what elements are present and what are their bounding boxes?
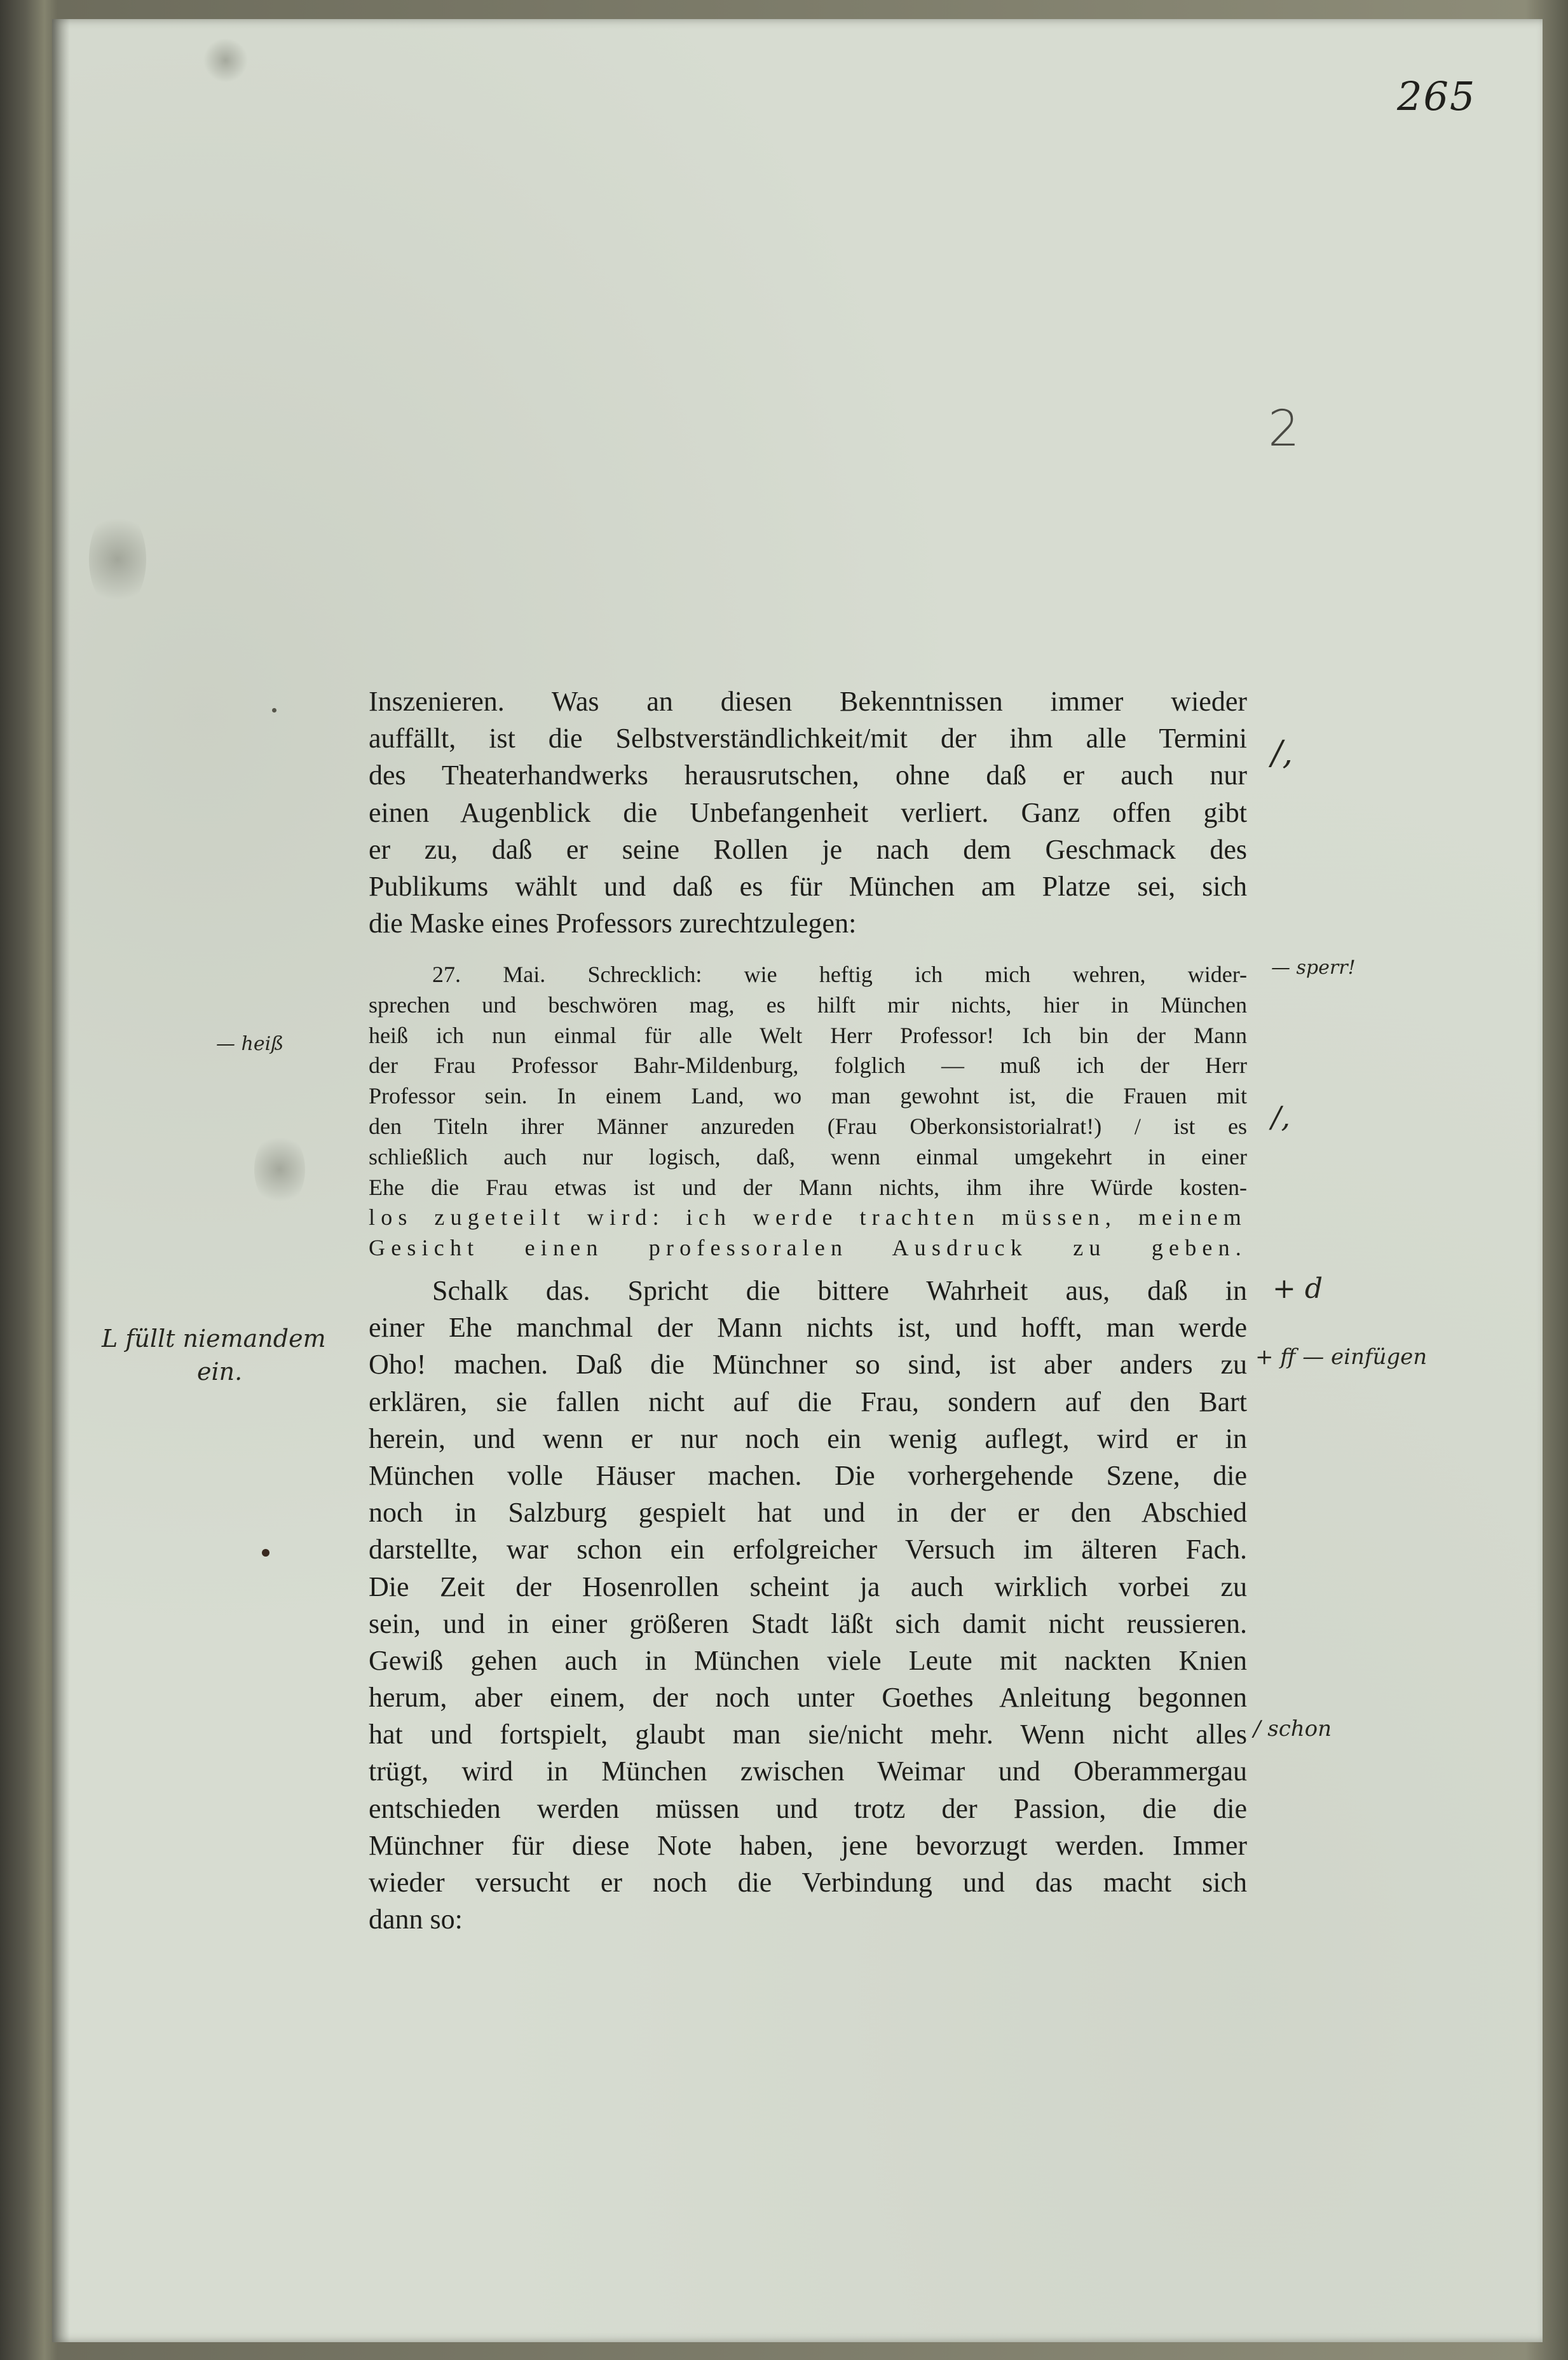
page-binding-shadow: [52, 19, 70, 2342]
quote-line: den Titeln ihrer Männer anzureden (Frau Oberkonsistorialrat!) / ist es: [369, 1113, 1247, 1139]
text-line: dann so:: [369, 1904, 463, 1935]
margin-correction-right: /,: [1271, 734, 1293, 772]
quote-line: 27. Mai. Schrecklich: wie heftig ich mich wehren, wider-: [432, 962, 1247, 987]
paper-stain: [203, 38, 248, 83]
text-line: trügt, wird in München zwischen Weimar und Oberammergau: [369, 1756, 1247, 1787]
text-line: noch in Salzburg gespielt hat und in der er den Abschied: [369, 1497, 1247, 1529]
page-number-handwritten: 265: [1397, 73, 1476, 119]
text-line: Die Zeit der Hosenrollen scheint ja auch wirklich vorbei zu: [369, 1571, 1247, 1602]
paragraph-2: [369, 1272, 1247, 1938]
margin-correction-right: / schon: [1253, 1716, 1332, 1742]
text-line: darstellte, war schon ein erfolgreicher Versuch im älteren Fach.: [369, 1534, 1247, 1565]
quote-line: schließlich auch nur logisch, daß, wenn einmal umgekehrt in einer: [369, 1143, 1247, 1170]
margin-correction-right: + ff — einfügen: [1255, 1344, 1428, 1370]
text-line: des Theaterhandwerks herausrutschen, ohne daß er auch nur: [369, 760, 1247, 791]
diary-quotation: [369, 960, 1247, 1264]
paper-stain: [89, 508, 146, 610]
quote-line-spaced: los zugeteilt wird: ich werde trachten müssen, meinem: [369, 1204, 1247, 1231]
text-line: München volle Häuser machen. Die vorhergehende Szene, die: [369, 1459, 1247, 1491]
text-line: sein, und in einer größeren Stadt läßt sich damit nicht reussieren.: [369, 1607, 1247, 1639]
text-line: einen Augenblick die Unbefangenheit verliert. Ganz offen gibt: [369, 796, 1247, 828]
text-line: Münchner für diese Note haben, jene bevorzugt werden. Immer: [369, 1829, 1247, 1861]
text-line: einer Ehe manchmal der Mann nichts ist, und hofft, man werde: [369, 1312, 1247, 1344]
quote-line: der Frau Professor Bahr-Mildenburg, folglich — muß ich der Herr: [369, 1053, 1247, 1079]
text-line: wieder versucht er noch die Verbindung und das macht sich: [369, 1867, 1247, 1898]
paragraph-1: [369, 683, 1247, 942]
margin-correction-right: /,: [1271, 1100, 1291, 1134]
text-line: die Maske eines Professors zurechtzulegen:: [369, 908, 857, 939]
text-line: entschieden werden müssen und trotz der Passion, die die: [369, 1792, 1247, 1824]
text-line: Gewiß gehen auch in München viele Leute mit nackten Knien: [369, 1644, 1247, 1676]
margin-correction-left: — heiß: [216, 1033, 284, 1055]
text-line: herein, und wenn er nur noch ein wenig auflegt, wird er in: [369, 1422, 1247, 1454]
text-line: Oho! machen. Daß die Münchner so sind, ist aber anders zu: [369, 1349, 1247, 1381]
text-line: auffällt, ist die Selbstverständlichkeit/mit der ihm alle Termini: [369, 723, 1247, 754]
quote-line: Professor sein. In einem Land, wo man gewohnt ist, die Frauen mit: [369, 1083, 1247, 1109]
text-line: Publikums wählt und daß es für München am Platze sei, sich: [369, 870, 1247, 902]
ink-dot: [262, 1549, 269, 1557]
margin-note-line: ein.: [197, 1358, 243, 1386]
quote-line-spaced: Gesicht einen professoralen Ausdruck zu geben.: [369, 1235, 1247, 1261]
margin-correction-right: + d: [1272, 1272, 1323, 1305]
margin-note-line: L füllt niemandem: [102, 1325, 326, 1353]
text-line: hat und fortspielt, glaubt man sie/nicht mehr. Wenn nicht alles: [369, 1719, 1247, 1750]
text-line: Schalk das. Spricht die bittere Wahrheit aus, daß in: [432, 1275, 1247, 1306]
text-line: er zu, daß er seine Rollen je nach dem Geschmack des: [369, 833, 1247, 865]
ink-dot: [272, 708, 276, 713]
margin-correction-right: — sperr!: [1271, 957, 1356, 979]
quote-line: Ehe die Frau etwas ist und der Mann nichts, ihm ihre Würde kosten-: [369, 1174, 1247, 1200]
text-line: erklären, sie fallen nicht auf die Frau, sondern auf den Bart: [369, 1386, 1247, 1417]
pencil-mark: 2: [1268, 400, 1300, 458]
text-line: herum, aber einem, der noch unter Goethes Anleitung begonnen: [369, 1682, 1247, 1714]
quote-line: sprechen und beschwören mag, es hilft mir nichts, hier in München: [369, 992, 1247, 1018]
text-line: Inszenieren. Was an diesen Bekenntnissen immer wieder: [369, 686, 1247, 717]
quote-line: heiß ich nun einmal für alle Welt Herr Professor! Ich bin der Mann: [369, 1022, 1247, 1048]
margin-correction-left: [102, 1322, 326, 1388]
paper-stain: [254, 1131, 305, 1208]
